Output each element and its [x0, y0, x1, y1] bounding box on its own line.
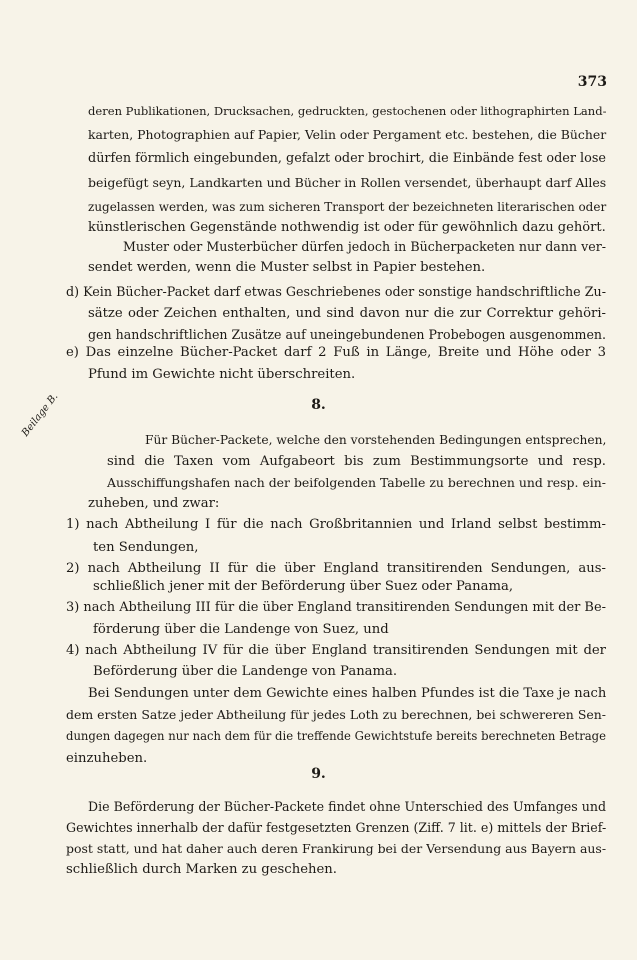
text-line: dem ersten Satze jeder Abtheilung für jedes Loth zu berechnen, bei schwereren Sen- [66, 707, 606, 722]
text-line: sätze oder Zeichen enthalten, und sind davon nur die zur Correktur gehöri- [88, 306, 606, 321]
text-line: post statt, und hat daher auch deren Frankirung bei der Versendung aus Bayern aus- [66, 841, 607, 856]
text-line: e) Das einzelne Bücher-Packet darf 2 Fuß in Länge, Breite und Höhe oder 3 [66, 345, 606, 360]
text-line: d) Kein Bücher-Packet darf etwas Geschriebenes oder sonstige handschriftliche Zu- [66, 284, 606, 299]
text-line: ten Sendungen, [93, 540, 199, 555]
text-line: schließlich durch Marken zu geschehen. [66, 862, 337, 877]
text-line: Bei Sendungen unter dem Gewichte eines halben Pfundes ist die Taxe je nach [88, 686, 607, 701]
text-line: Muster oder Musterbücher dürfen jedoch in Bücherpacketen nur dann ver- [123, 239, 606, 254]
text-line: deren Publikationen, Drucksachen, gedruckten, gestochenen oder lithographirten Land- [88, 104, 607, 118]
text-line: 3) nach Abtheilung III für die über England transitirenden Sendungen mit der Be- [66, 600, 606, 615]
text-line: Ausschiffungshafen nach der beifolgenden Tabelle zu berechnen und resp. ein- [107, 475, 606, 490]
text-line: Beförderung über die Landenge von Panama. [93, 664, 398, 679]
text-line: förderung über die Landenge von Suez, und [93, 622, 389, 637]
text-line: Pfund im Gewichte nicht überschreiten. [88, 367, 356, 382]
text-line: schließlich jener mit der Beförderung über Suez oder Panama, [93, 579, 514, 594]
text-line: dungen dagegen nur nach dem für die treffende Gewichtstufe bereits berechneten Betrage [66, 729, 606, 743]
text-line: karten, Photographien auf Papier, Velin oder Pergament etc. bestehen, die Bücher [88, 127, 607, 142]
text-line: 2) nach Abtheilung II für die über England transitirenden Sendungen, aus- [66, 561, 606, 576]
text-line: 4) nach Abtheilung IV für die über England transitirenden Sendungen mit der [66, 643, 606, 658]
text-line: einzuheben. [66, 751, 148, 766]
section-number: 9. [311, 766, 326, 782]
text-line: Für Bücher-Packete, welche den vorstehenden Bedingungen entsprechen, [145, 433, 607, 447]
text-line: gen handschriftlichen Zusätze auf uneingebundenen Probebogen ausgenommen. [88, 327, 606, 342]
text-line: 1) nach Abtheilung I für die nach Großbritannien und Irland selbst bestimm- [66, 517, 606, 532]
text-line: sendet werden, wenn die Muster selbst in Papier bestehen. [88, 260, 486, 275]
text-line: dürfen förmlich eingebunden, gefalzt oder brochirt, die Einbände fest oder lose [88, 151, 606, 166]
text-line: zuheben, und zwar: [88, 496, 220, 511]
text-line: sind die Taxen vom Aufgabeort bis zum Bestimmungsorte und resp. [107, 454, 606, 469]
text-line: Die Beförderung der Bücher-Packete findet ohne Unterschied des Umfanges und [88, 799, 606, 814]
text-line: Gewichtes innerhalb der dafür festgesetzten Grenzen (Ziff. 7 lit. e) mittels der Brief- [66, 820, 607, 835]
page-number: 373 [577, 74, 607, 90]
text-line: beigefügt seyn, Landkarten und Bücher in Rollen versendet, überhaupt darf Alles [88, 175, 607, 190]
marginal-note: Beilage B. [20, 391, 61, 439]
section-number: 8. [311, 397, 326, 413]
text-line: künstlerischen Gegenstände nothwendig ist oder für gewöhnlich dazu gehört. [88, 220, 606, 235]
text-line: zugelassen werden, was zum sicheren Transport der bezeichneten literarischen oder [88, 200, 607, 214]
